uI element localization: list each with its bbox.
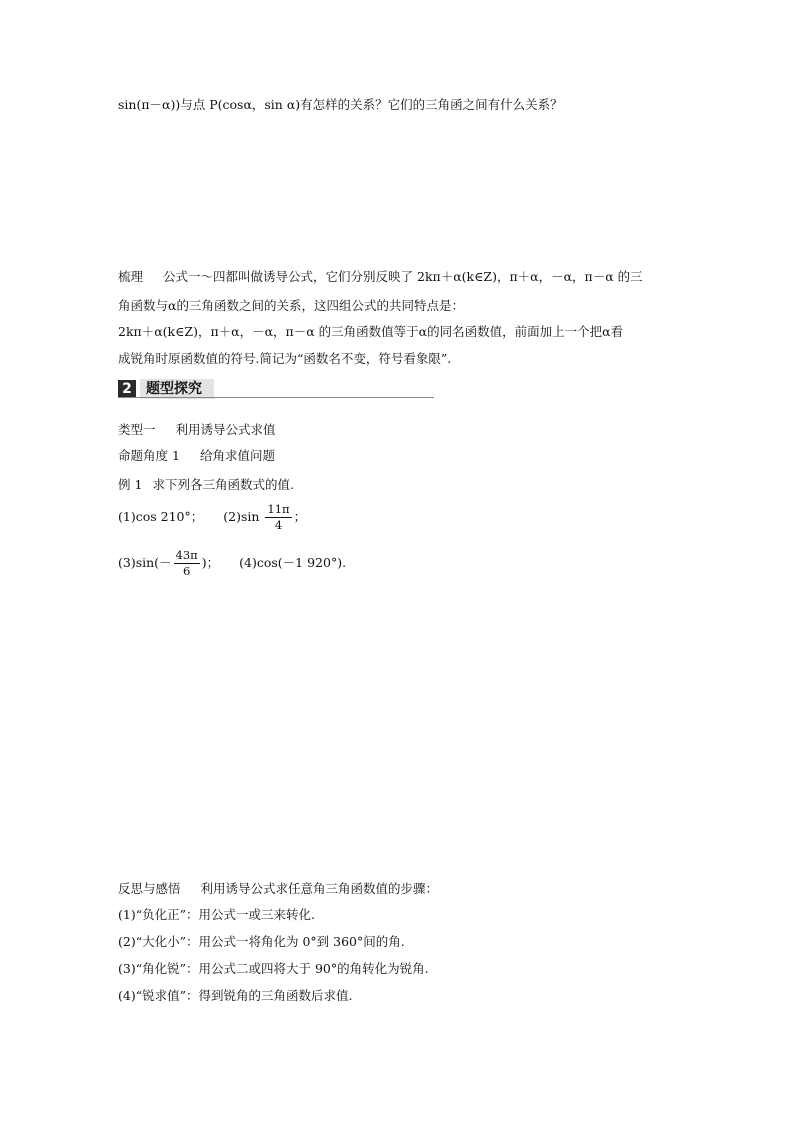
fraction-numerator: 11π bbox=[267, 502, 290, 516]
section-rule bbox=[118, 397, 434, 398]
summary-text-1: 公式一～四都叫做诱导公式，它们分别反映了 2kπ＋α(k∈Z)，π＋α，－α，π－α 的三 bbox=[163, 269, 643, 284]
summary-line-4: 成锐角时原函数值的符号.简记为“函数名不变，符号看象限”. bbox=[118, 351, 452, 366]
type-label: 类型一 bbox=[118, 422, 156, 437]
reflection-step-2: (2)“大化小”：用公式一将角化为 0°到 360°间的角. bbox=[118, 934, 405, 949]
section-number: 2 bbox=[118, 380, 136, 398]
summary-label: 梳理 bbox=[118, 269, 144, 284]
summary-line-2: 角函数与α的三角函数之间的关系，这四组公式的共同特点是： bbox=[118, 298, 464, 313]
example-item-1: (1)cos 210°； bbox=[118, 509, 204, 524]
example-items-row-2 bbox=[118, 546, 346, 580]
angle-heading bbox=[118, 447, 275, 465]
section-heading bbox=[118, 378, 434, 402]
example-items-row-1 bbox=[118, 500, 306, 534]
example-item-4: (4)cos(－1 920°). bbox=[239, 555, 347, 570]
example-item-3-suffix: )； bbox=[201, 555, 220, 570]
reflection-text: 利用诱导公式求任意角三角函数值的步骤： bbox=[200, 881, 439, 896]
fraction-numerator: 43π bbox=[175, 548, 198, 562]
example-item-3-prefix: (3)sin(－ bbox=[118, 555, 172, 570]
fraction-denominator: 4 bbox=[274, 518, 283, 532]
reflection-step-1: (1)“负化正”：用公式一或三来转化. bbox=[118, 907, 315, 922]
section-title: 题型探究 bbox=[140, 379, 214, 399]
fraction-11pi-over-4 bbox=[265, 502, 291, 533]
example-label: 例 1 bbox=[118, 477, 143, 492]
reflection-step-4: (4)“锐求值”：得到锐角的三角函数后求值. bbox=[118, 988, 353, 1003]
reflection-label: 反思与感悟 bbox=[118, 881, 181, 896]
example-heading bbox=[118, 476, 294, 494]
fraction-denominator: 6 bbox=[182, 564, 191, 578]
reflection-heading bbox=[118, 880, 438, 898]
example-item-2-prefix: (2)sin bbox=[223, 509, 260, 524]
example-text: 求下列各三角函数式的值. bbox=[152, 477, 294, 492]
intro-question: sin(π－α))与点 P(cosα，sin α)有怎样的关系？它们的三角函之间有什么关系？ bbox=[118, 97, 563, 112]
angle-label: 命题角度 1 bbox=[118, 448, 180, 463]
summary-line-3: 2kπ＋α(k∈Z)，π＋α，－α，π－α 的三角函数值等于α的同名函数值，前面加上一个把α看 bbox=[118, 324, 624, 339]
example-item-2-suffix: ； bbox=[293, 509, 307, 524]
angle-text: 给角求值问题 bbox=[199, 448, 275, 463]
fraction-43pi-over-6 bbox=[174, 548, 200, 579]
summary-line-1 bbox=[118, 268, 643, 286]
type-text: 利用诱导公式求值 bbox=[175, 422, 276, 437]
reflection-step-3: (3)“角化锐”：用公式二或四将大于 90°的角转化为锐角. bbox=[118, 961, 429, 976]
type-heading bbox=[118, 421, 276, 439]
